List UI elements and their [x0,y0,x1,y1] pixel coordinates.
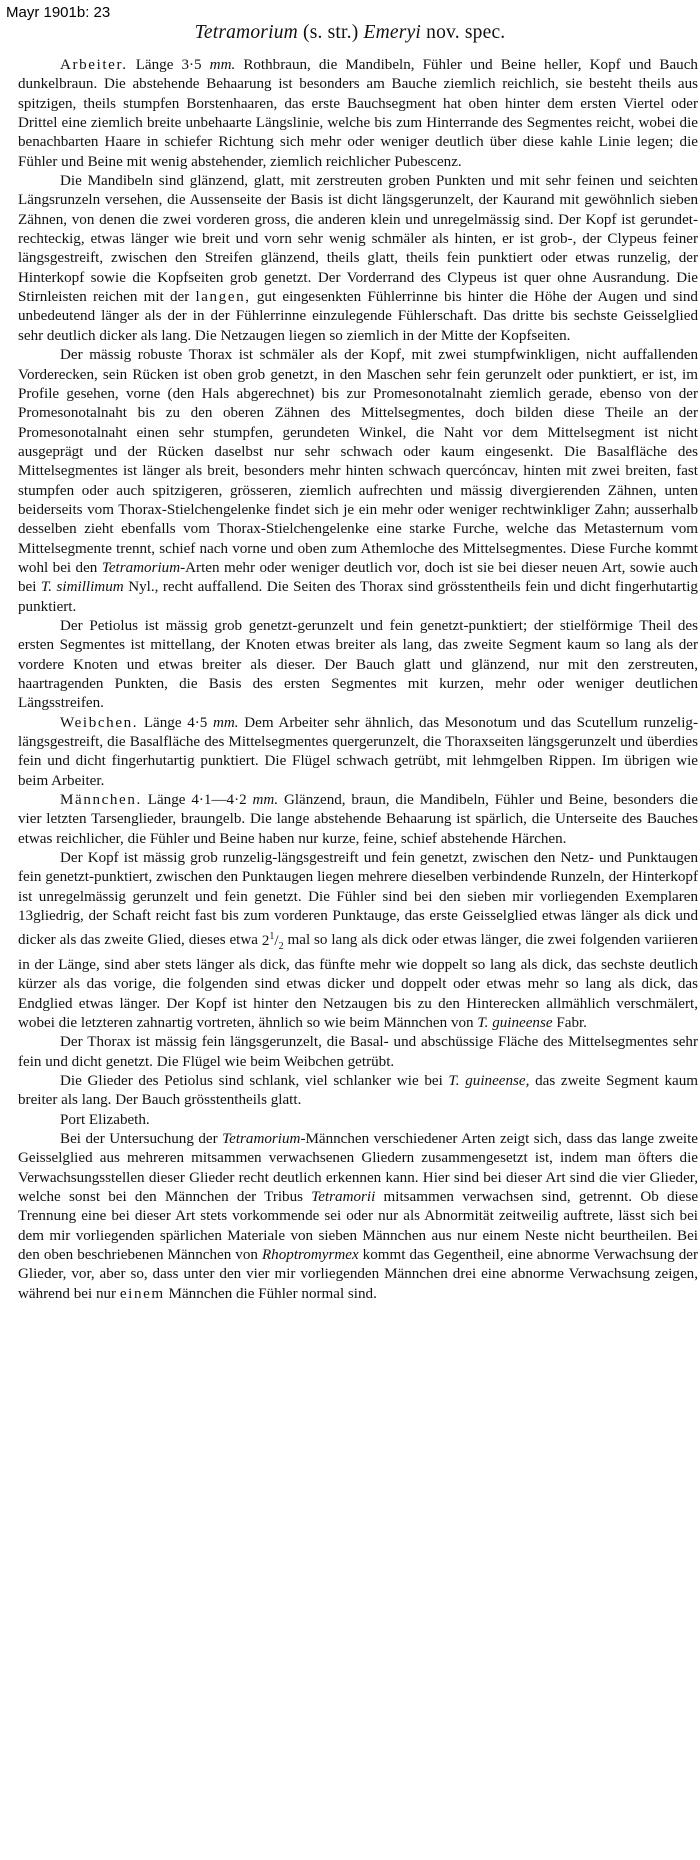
source-label: Mayr 1901b: 23 [6,4,111,21]
text-span: Dem Arbeiter sehr ähnlich, das Mesonotum und das Scutellum runzelig-längsgestreift, die Basalfläche des Mittelsegmentes quergerunzelt, die Thoraxseiten längsgerunzelt und überdies fein und dicht fingerhutartig punktiert. Die Flügel schwach getrübt, mit lehmgelben Rippen. Im übrigen wie beim Arbeiter. [18,714,699,789]
taxon-name: Tetramorium [222,1130,301,1147]
fraction-whole: 2 [261,932,270,949]
text-span: Der Petiolus ist mässig grob genetzt-gerunzelt und fein genetzt-punktiert; der stielförmige Theil des ersten Segmentes ist mittellang, der Knoten etwas breiter als lang, das zweite Segment kaum so lang als der vordere Knoten und etwas breiter als dieser. Der Bauch glatt und glänzend, nur mit den zerstreuten, haartragenden Punkten, die Basis des ersten Segmentes mit kurzen, mehr oder weniger deutlichen Längsstreifen. [18,617,698,712]
taxon-name: T. guineense, [448,1072,530,1089]
caste-label-female: Weibchen. [60,714,139,731]
text-span: Rothbraun, die Mandibeln, Fühler und Beine heller, Kopf und Bauch dunkelbraun. Die abstehende Behaarung ist besonders am Bauche ziemlich reichlich, sie besteht theils aus spitzigen, theils stumpfen Borstenhaaren, das erste Bauchsegment hat oben hinter dem ersten Viertel oder Drittel eine ziemlich breite unbehaarte Längslinie, welche bis zum Hinterrande des Segmentes reicht, wobei die benachbarten Haare in schiefer Richtung sich mehr oder weniger deutlich über diese kahle Linie legen; die Fühler und Beine mit wenig abstehender, ziemlich reichlicher Pubescenz. [18,57,698,170]
text-span: Fabr. [556,1014,587,1031]
caste-label-worker: Arbeiter. [60,57,128,73]
paragraph-worker [18,56,698,172]
title-subgenus: (s. str.) [303,22,359,43]
unit-span: mm. [213,714,239,731]
taxon-name: T. simillimum [40,579,124,596]
locality-text: Port Elizabeth. [60,1111,150,1128]
text-span: gut eingesenkten Fühlerrinne bis hinter die Höhe der Augen und sind unbedeutend länger als der in der Fühlerrinne einzulegende Fühlerschaft. Das dritte bis sechste Geisselglied sehr deutlich dicker als lang. Die Netzaugen liegen so ziemlich in der Mitte der Kopfseiten. [18,289,698,344]
paragraph-female [18,714,698,791]
text-span: mitsammen verwachsen sind, getrennt. Ob diese Trennung eine bei dieser Art stets vorkommende sei oder nur als Abnormität zeitweilig auftrete, lässt sich bei dem mir vorliegenden spärlichen Materiale von sieben Männchen aus nur einem Neste nicht beurtheilen. Bei den oben beschriebenen Männchen von [18,1188,699,1264]
spaced-span: langen, [195,289,251,306]
paragraph-petiolus [18,617,698,714]
text-span: mal so lang als dick oder etwas länger, die zwei folgenden variieren in der Länge, sind aber stets länger als dick, das fünfte mehr wie doppelt so lang als dick, das sechste deutlich kürzer als das vorige, die folgenden sind etwas dicker und doppelt oder etwas mehr so lang als dick, das Endglied etwas länger. Der Kopf ist hinter den Netzaugen bis zu den Hinterecken allmählich verschmälert, wobei die letzteren zahnartig vortreten, ähnlich so wie beim Männchen von [18,932,698,1031]
text-span: Der mässig robuste Thorax ist schmäler als der Kopf, mit zwei stumpfwinkligen, nicht auffallenden Vorderecken, sein Rücken ist oben grob genetzt, in den Maschen sehr fein gerunzelt oder punktiert, er ist, im Profile gesehen, vorne (den Hals abgerechnet) bis zur Promesonotalnaht ziemlich gerade, ebenso von der Promesonotalnaht bis zu den oberen Zähnen des Mittelsegmentes, doch bilden diese Theile an der Promesonotalnaht einen sehr stumpfen, gerundeten Winkel, die Naht vor dem Mittelsegment ist nicht ausgeprägt und der Rücken daselbst nur sehr schwach oder kaum eingesenkt. Die Basalfläche des Mittelsegmentes ist länger als breit, besonders mehr hinten schwach quercóncav, hinten mit zwei breiten, fast stumpfen oder auch spitzigeren, grösseren, ziemlich aufrechten und mässig divergierenden Zähnen, unten beiderseits vom Thorax-Stielchengelenke findet sich je ein mehr oder weniger rechtwinkliger Zahn; ausserhalb desselben zieht ebenfalls vom Thorax-Stielchengelenke eine starke Furche, welche das Metasternum vom Mittelsegmente trennt, schief nach vorne und oben zum Athemloche des Mittelsegmentes. Diese Furche kommt wohl bei den [18,347,698,576]
caste-label-male: Männchen. [60,792,142,809]
text-span: kommt das Gegentheil, eine abnorme Verwachsung der Glieder, vor, aber so, dass unter den vier mir vorliegenden Männchen drei eine abnorme Verwachsung zeigen, während bei nur [18,1247,698,1302]
text-span: Bei der Untersuchung der [60,1130,218,1147]
paragraph-male-head [18,849,698,1033]
taxon-name: Rhoptromyrmex [261,1247,359,1264]
unit-span: mm. [252,792,279,809]
text-span: Glänzend, braun, die Mandibeln, Fühler und Beine, besonders die vier letzten Tarsenglieder, braungelb. Die lange abstehende Behaarung ist spärlich, die Unterseite des Bauches etwas reichlicher, die Fühler und Beine haben nur kurze, feine, schief abstehende Härchen. [18,792,698,847]
text-span: Länge 4·1—4·2 [147,792,247,809]
taxon-name: T. guineense [477,1014,553,1031]
fraction: $2^1/_2$ [261,930,284,952]
text-span: Männchen die Fühler normal sind. [168,1285,377,1302]
text-span: -Männchen verschiedener Arten zeigt sich, dass das lange zweite Geisselglied aus mehreren mitsammen verwachsenen Gliedern zusammengesetzt ist, indem man öfters die Verwachsungsstellen dieser Glieder recht deutlich erkennen kann. Hier sind bei dieser Art sind die vier Glieder, welche sonst bei den Männchen der Tribus [18,1130,698,1205]
text-span: Der Kopf ist mässig grob runzelig-längsgestreift und fein genetzt, zwischen den Netz- und Punktaugen fein genetzt-punktiert, zwischen den Punktaugen liegen mehrere dieselben verbindende Runzeln, der Hinterkopf ist unregelmässig gerunzelt und fein genetzt. Die Fühler sind bei den sieben mir vorliegenden Exemplaren 13gliedrig, der Schaft reicht fast bis zum vorderen Punktauge, das erste Geisselglied etwas länger als dick und dicker als das zweite Glied, dieses etwa [18,850,698,949]
paragraph-mandibles [18,172,698,346]
text-span: Länge 3·5 [135,57,202,73]
unit-span: mm. [209,57,236,73]
paragraph-male-petiolus [18,1072,698,1111]
fraction-numerator: 1 [269,930,275,942]
text-span: Die Mandibeln sind glänzend, glatt, mit zerstreuten groben Punkten und mit sehr feinen und seichten Längsrunzeln versehen, die Aussenseite der Basis ist dicht längsgerunzelt, der Kaurand mit gewöhnlich sieben Zähnen, von denen die zwei vorderen gross, die anderen klein und unregelmässig sind. Der Kopf ist gerundet-rechteckig, etwas länger wie breit und vorn sehr wenig schmäler als hinten, er ist grob-, der Clypeus feiner längsgestreift, zwischen den Streifen glänzend, theils glatt, theils fein punktiert oder etwas runzelig, der Hinterkopf sowie die Kopfseiten grob genetzt. Der Vorderrand des Clypeus ist quer ohne Ausrandung. Die Stirnleisten reichen mit der [18,173,698,306]
text-span: Die Glieder des Petiolus sind schlank, viel schlanker wie bei [60,1072,443,1089]
paragraph-male [18,791,698,849]
title-species: Emeryi [363,22,422,43]
text-span: Nyl., recht auffallend. Die Seiten des Thorax sind grösstentheils fein und dicht fingerhutartig punktiert. [18,579,698,615]
fraction-denominator: 2 [278,940,284,952]
text-span: -Arten mehr oder weniger deutlich vor, doch ist sie bei dieser neuen Art, sowie auch bei [18,559,699,596]
paragraph-male-thorax [18,1033,698,1072]
title-status: nov. spec. [426,22,506,43]
text-span: Der Thorax ist mässig fein längsgerunzelt, die Basal- und abschüssige Fläche des Mittelsegmentes sehr fein und dicht genetzt. Die Flügel wie beim Weibchen getrübt. [18,1034,698,1070]
taxon-name: Tetramorium [101,559,181,576]
paragraph-locality [18,1111,698,1130]
paragraph-thorax [18,346,698,617]
text-span: das zweite Segment kaum breiter als lang. Der Bauch grösstentheils glatt. [18,1072,699,1109]
title-genus: Tetramorium [194,22,298,43]
spaced-span: einem [119,1285,165,1302]
page-title [0,22,700,44]
taxon-name: Tetramorii [311,1188,376,1205]
paragraph-remarks [18,1130,698,1304]
body-text [18,56,698,1304]
text-span: Länge 4·5 [143,714,208,731]
